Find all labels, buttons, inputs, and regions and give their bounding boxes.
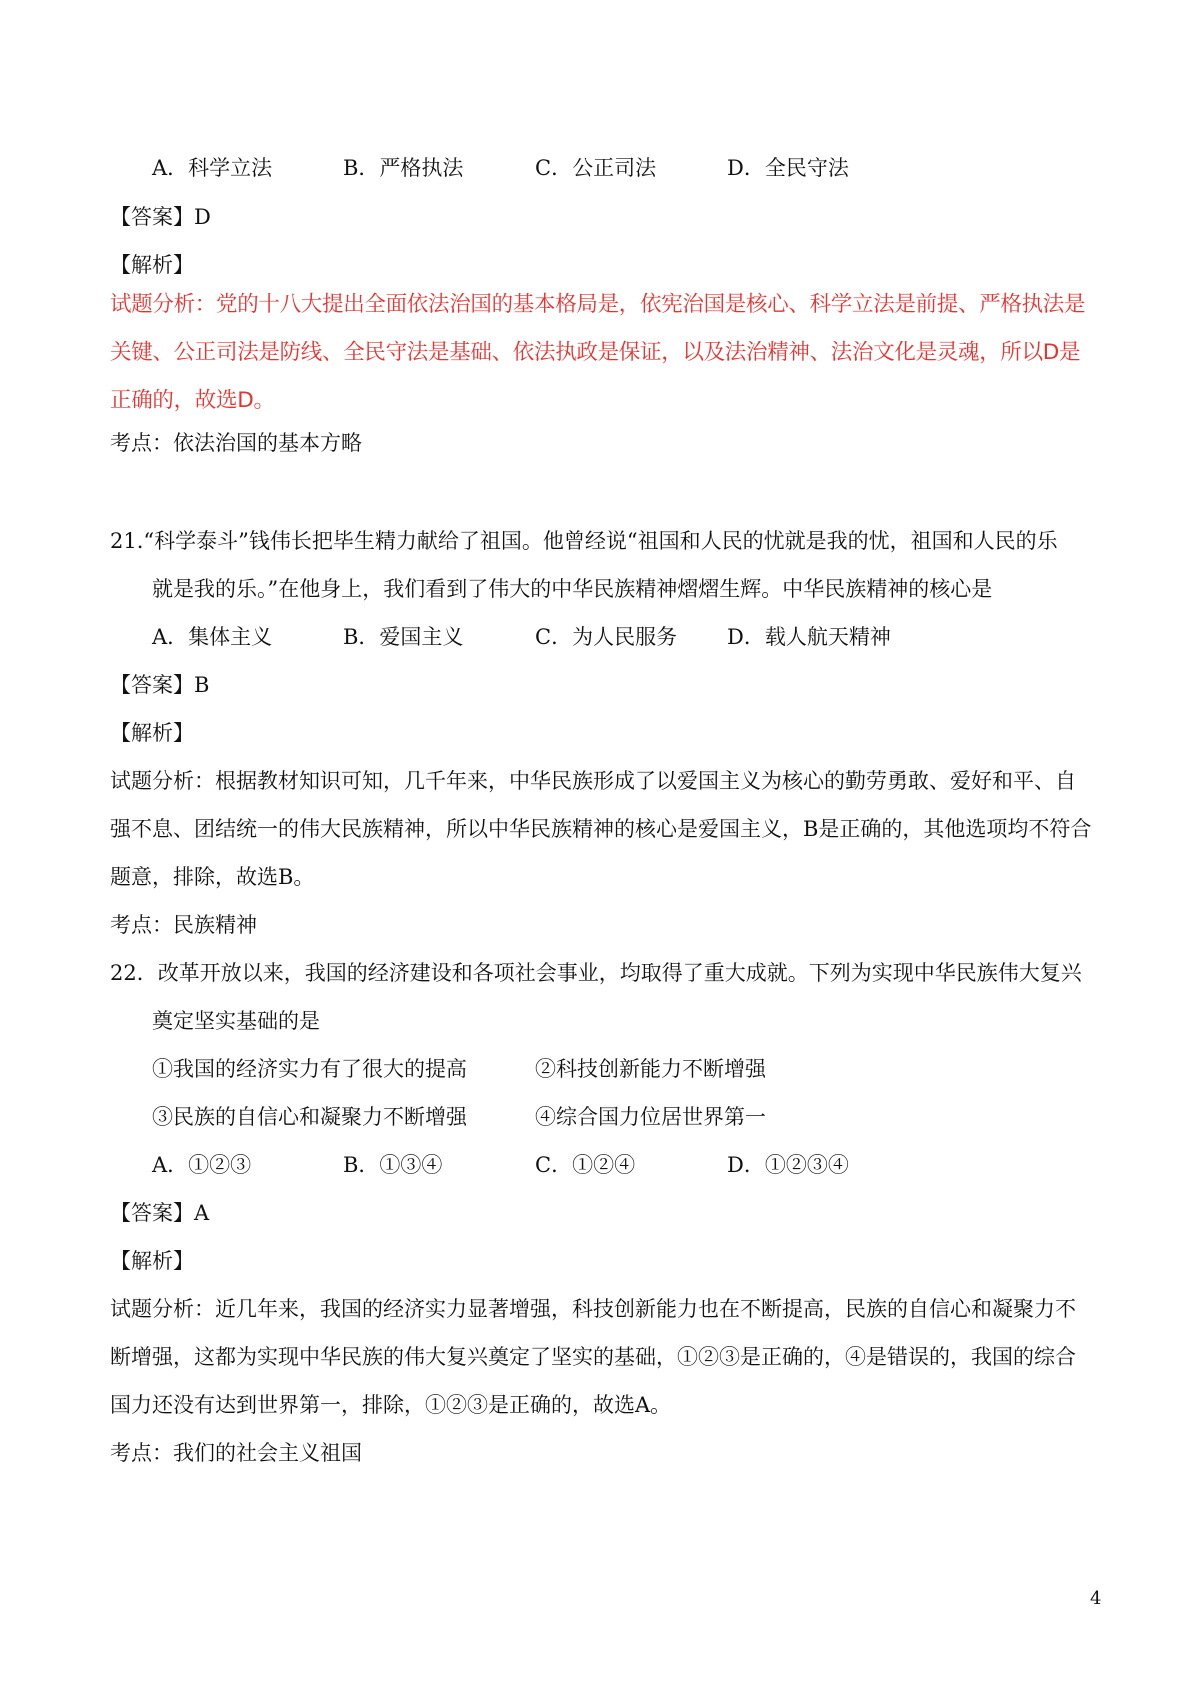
q22-statement-1: ①我国的经济实力有了很大的提高 — [152, 1057, 467, 1081]
q22-option-b: B．①③④ — [343, 1153, 443, 1177]
q22-stem-line-1: 22．改革开放以来，我国的经济建设和各项社会事业，均取得了重大成就。下列为实现中华民族伟大复兴 — [110, 961, 1082, 985]
q21-answer: 【答案】B — [110, 673, 210, 697]
page-number: 4 — [1090, 1588, 1102, 1609]
q22-analysis-line-3: 国力还没有达到世界第一，排除，①②③是正确的，故选A。 — [110, 1393, 672, 1417]
q21-option-b: B．爱国主义 — [343, 625, 464, 649]
q22-statement-3: ③民族的自信心和凝聚力不断增强 — [152, 1105, 467, 1129]
q22-option-d: D．①②③④ — [727, 1153, 849, 1177]
q21-analysis-line-1: 试题分析：根据教材知识可知，几千年来，中华民族形成了以爱国主义为核心的勤劳勇敢、爱好和平、自 — [110, 769, 1076, 793]
q21-option-d: D．载人航天精神 — [727, 625, 891, 649]
q21-option-a: A．集体主义 — [152, 625, 273, 649]
q22-analysis-label: 【解析】 — [110, 1249, 194, 1273]
q20-analysis-line-2: 关键、公正司法是防线、全民守法是基础、依法执政是保证，以及法治精神、法治文化是灵魂，所以D是 — [110, 340, 1081, 365]
q20-option-c: C．公正司法 — [535, 156, 657, 180]
q22-stem-line-2: 奠定坚实基础的是 — [152, 1009, 320, 1033]
q20-answer: 【答案】D — [110, 205, 211, 229]
q20-point: 考点：依法治国的基本方略 — [110, 431, 362, 455]
q20-option-a: A．科学立法 — [152, 156, 273, 180]
q22-option-a: A．①②③ — [152, 1153, 252, 1177]
q20-option-d: D．全民守法 — [727, 156, 849, 180]
q21-analysis-label: 【解析】 — [110, 721, 194, 745]
q21-analysis-line-3: 题意，排除，故选B。 — [110, 865, 315, 889]
q20-option-b: B．严格执法 — [343, 156, 464, 180]
q21-stem-line-2: 就是我的乐。”在他身上，我们看到了伟大的中华民族精神熠熠生辉。中华民族精神的核心是 — [152, 577, 993, 601]
q22-statement-2: ②科技创新能力不断增强 — [535, 1057, 766, 1081]
q22-analysis-line-2: 断增强，这都为实现中华民族的伟大复兴奠定了坚实的基础，①②③是正确的，④是错误的，我国的综合 — [110, 1345, 1076, 1369]
q21-point: 考点：民族精神 — [110, 913, 257, 937]
q21-analysis-line-2: 强不息、团结统一的伟大民族精神，所以中华民族精神的核心是爱国主义，B是正确的，其他选项均不符合 — [110, 817, 1092, 841]
q20-analysis-line-3: 正确的，故选D。 — [110, 388, 275, 413]
q22-option-c: C．①②④ — [535, 1153, 636, 1177]
q22-statement-4: ④综合国力位居世界第一 — [535, 1105, 766, 1129]
q22-analysis-line-1: 试题分析：近几年来，我国的经济实力显著增强，科技创新能力也在不断提高，民族的自信心和凝聚力不 — [110, 1297, 1076, 1321]
q21-option-c: C．为人民服务 — [535, 625, 678, 649]
q20-analysis-label: 【解析】 — [110, 253, 194, 277]
q22-answer: 【答案】A — [110, 1201, 210, 1225]
q21-stem-line-1: 21.“科学泰斗”钱伟长把毕生精力献给了祖国。他曾经说“祖国和人民的忧就是我的忧，祖国和人民的乐 — [110, 529, 1058, 553]
q20-analysis-line-1: 试题分析：党的十八大提出全面依法治国的基本格局是，依宪治国是核心、科学立法是前提、严格执法是 — [110, 292, 1086, 317]
q22-point: 考点：我们的社会主义祖国 — [110, 1441, 362, 1465]
